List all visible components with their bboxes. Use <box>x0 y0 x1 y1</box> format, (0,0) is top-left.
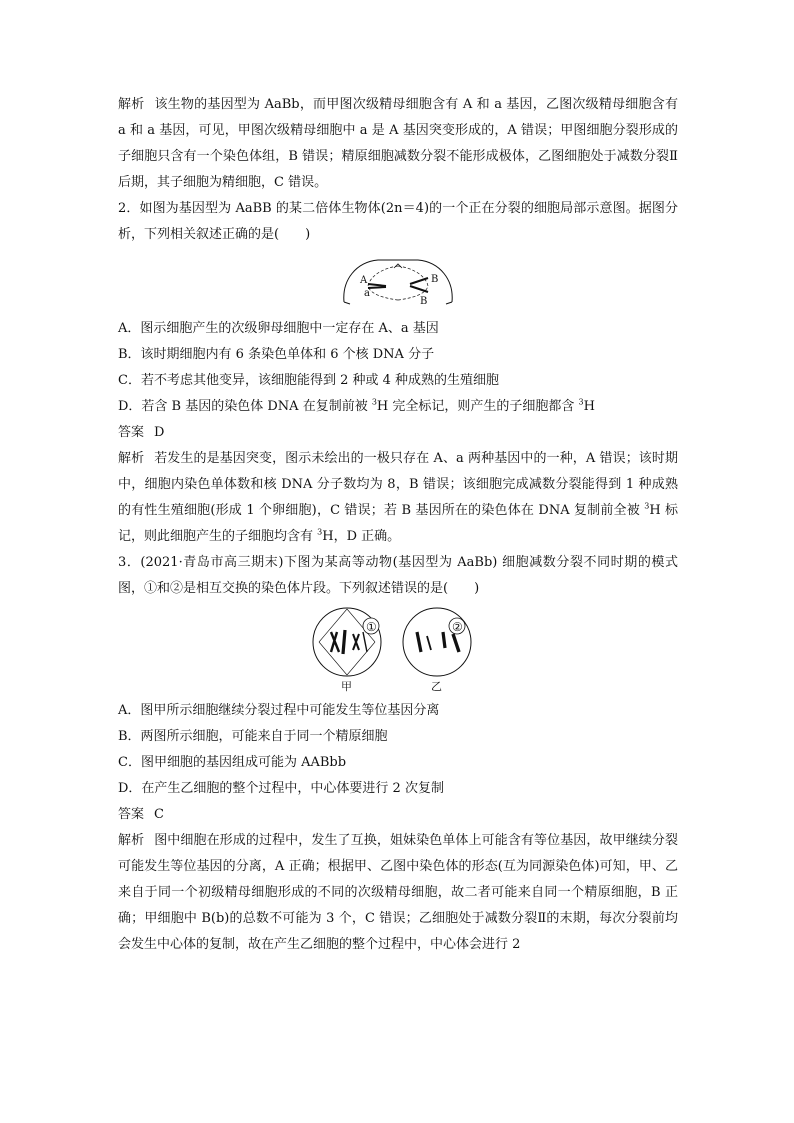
q3-option-d: D．在产生乙细胞的整个过程中，中心体要进行 2 次复制 <box>118 781 444 796</box>
document-page <box>118 92 678 958</box>
cell-division-diagram <box>338 252 458 310</box>
q2-option-a: A．图示细胞产生的次级卵母细胞中一定存在 A、a 基因 <box>118 321 439 336</box>
gene-label-a: a <box>364 288 370 299</box>
q3-figure <box>118 606 678 692</box>
q3-analysis: 解析 图中细胞在形成的过程中，发生了互换，姐妹染色单体上可能含有等位基因，故甲继续分裂可能发生等位基因的分离，A 正确；根据甲、乙图中染色体的形态(互为同源染色体)可知，甲、乙来自于同一个初级精母细胞形成的不同的次级精母细胞，故二者可能来自同一个精原细胞，B 正确；甲细胞中 B(b)的总数不可能为 3 个，C 错误；乙细胞处于减数分裂Ⅱ的末期，每次分裂前均会发生中心体的复制，故在产生乙细胞的整个过程中，中心体会进行 2 <box>118 833 678 952</box>
q2-answer: 答案 D <box>118 425 165 440</box>
analysis-text: 该生物的基因型为 AaBb，而甲图次级精母细胞含有 A 和 a 基因，乙图次级精母细胞含有 a 和 a 基因，可见，甲图次级精母细胞中 a 是 A 基因突变形成的，A 错误；甲图细胞分裂形成的子细胞只含有一个染色体组，B 错误；精原细胞减数分裂不能形成极体，乙图细胞处于减数分裂Ⅱ后期，其子细胞为精细胞，C 错误。 <box>118 97 678 190</box>
q3-option-b: B．两图所示细胞，可能来自于同一个精原细胞 <box>118 729 388 744</box>
gene-label-A: A <box>360 275 368 286</box>
fragment-mark-2: ② <box>452 620 463 634</box>
gene-label-B-lower: B <box>420 296 428 307</box>
gene-label-B-upper: B <box>431 274 439 285</box>
caption-yi: 乙 <box>431 680 442 692</box>
q3-option-c: C．图甲细胞的基因组成可能为 AABbb <box>118 755 347 770</box>
meiosis-cells-diagram <box>305 606 491 692</box>
caption-jia: 甲 <box>341 680 352 692</box>
q1-analysis <box>118 92 678 196</box>
q3-stem: 3．(2021·青岛市高三期末)下图为某高等动物(基因型为 AaBb) 细胞减数分裂不同时期的模式图，①和②是相互交换的染色体片段。下列叙述错误的是( ) <box>118 555 678 596</box>
q2-figure <box>118 252 678 310</box>
q2-option-d: D．若含 B 基因的染色体 DNA 在复制前被 $^3$H 完全标记，则产生的子细胞都含 $^3$H <box>118 397 595 414</box>
q2-stem: 2．如图为基因型为 AaBB 的某二倍体生物体(2n＝4)的一个正在分裂的细胞局部示意图。据图分析，下列相关叙述正确的是( ) <box>118 201 678 242</box>
analysis-label: 解析 <box>118 97 145 112</box>
q2-option-c: C．若不考虑其他变异，该细胞能得到 2 种或 4 种成熟的生殖细胞 <box>118 373 500 388</box>
q2-analysis: 解析 若发生的是基因突变，图示未绘出的一极只存在 A、a 两种基因中的一种，A 错误；该时期中，细胞内染色单体数和核 DNA 分子数均为 8，B 错误；该细胞完成减数分裂能得到 1 种成熟的有性生殖细胞(形成 1 个卵细胞)，C 错误；若 B 基因所在的染色体在 DNA 复制前全被 $^3$H 标记，则此细胞产生的子细胞均含有 $^3$H，D 正确。 <box>118 451 678 544</box>
q3-answer: 答案 C <box>118 807 164 822</box>
q3-option-a: A．图甲所示细胞继续分裂过程中可能发生等位基因分离 <box>118 703 440 718</box>
q2-option-b: B．该时期细胞内有 6 条染色单体和 6 个核 DNA 分子 <box>118 347 435 362</box>
fragment-mark-1: ① <box>366 620 377 634</box>
